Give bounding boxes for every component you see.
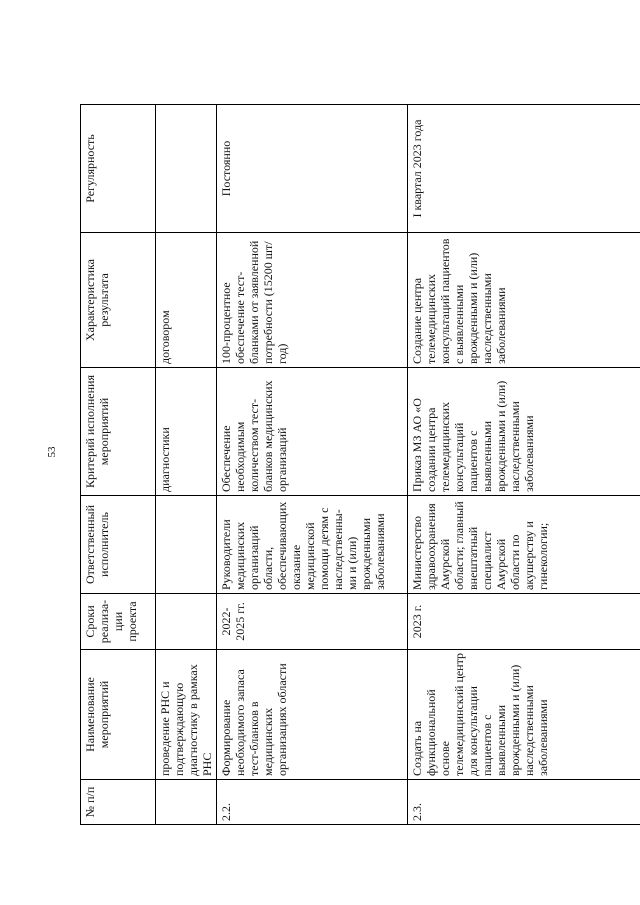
cell-executor: Министерство здравоохранения Амурской области; главный внештатный специалист Амурской области по акушерству и гинекологии; <box>408 496 640 594</box>
cell-result: Создание центра телемедицинских консультаций пациентов с выявленными врожденными и (или) наследственными заболеваниями <box>408 233 640 368</box>
header-executor: Ответственный исполнитель <box>81 496 156 594</box>
cell-number: 2.3. <box>408 780 640 825</box>
cell-name: проведение РНС и подтверждающую диагностику в рамках РНС <box>156 650 217 780</box>
table-row <box>156 105 217 825</box>
header-period: Сроки реализа-ции проекта <box>81 594 156 650</box>
header-criterion: Критерий исполнения мероприятий <box>81 368 156 496</box>
cell-period <box>156 594 217 650</box>
header-name: Наименование мероприятий <box>81 650 156 780</box>
cell-criterion: Приказ МЗ АО «О создании центра телемедицинских консультаций пациентов с выявленными врожденными и (или) наследственными заболеваниями <box>408 368 640 496</box>
cell-executor: Руководители медицинских организаций области, обеспечивающих оказание медицинской помощи детям с наследственны-ми и (или) врожденными заболеваниями <box>217 496 408 594</box>
rotated-table-container <box>80 105 640 825</box>
header-result: Характеристика результата <box>81 233 156 368</box>
header-row <box>81 105 156 825</box>
header-number: № п/п <box>81 780 156 825</box>
cell-regularity: Постоянно <box>217 105 408 233</box>
table-row <box>217 105 408 825</box>
measures-table <box>80 104 640 825</box>
table-row <box>408 105 640 825</box>
cell-executor <box>156 496 217 594</box>
cell-number: 2.2. <box>217 780 408 825</box>
cell-regularity: I квартал 2023 года <box>408 105 640 233</box>
cell-criterion: диагностики <box>156 368 217 496</box>
cell-regularity <box>156 105 217 233</box>
header-regularity: Регулярность <box>81 105 156 233</box>
cell-result: 100-процентное обеспечение тест-бланками от заявленной потребности (15200 шт/год) <box>217 233 408 368</box>
cell-criterion: Обеспечение необходимым количеством тест-бланков медицинских организаций <box>217 368 408 496</box>
cell-period: 2022-2025 гг. <box>217 594 408 650</box>
cell-name: Создать на функциональной основе телемедицинский центр для консультации пациентов с выявленными врожденными и (или) наследственными заболеваниями <box>408 650 640 780</box>
page-number: 53 <box>46 446 58 458</box>
cell-number <box>156 780 217 825</box>
cell-result: договором <box>156 233 217 368</box>
cell-name: Формирование необходимого запаса тест-бланков в медицинских организациях области <box>217 650 408 780</box>
cell-period: 2023 г. <box>408 594 640 650</box>
